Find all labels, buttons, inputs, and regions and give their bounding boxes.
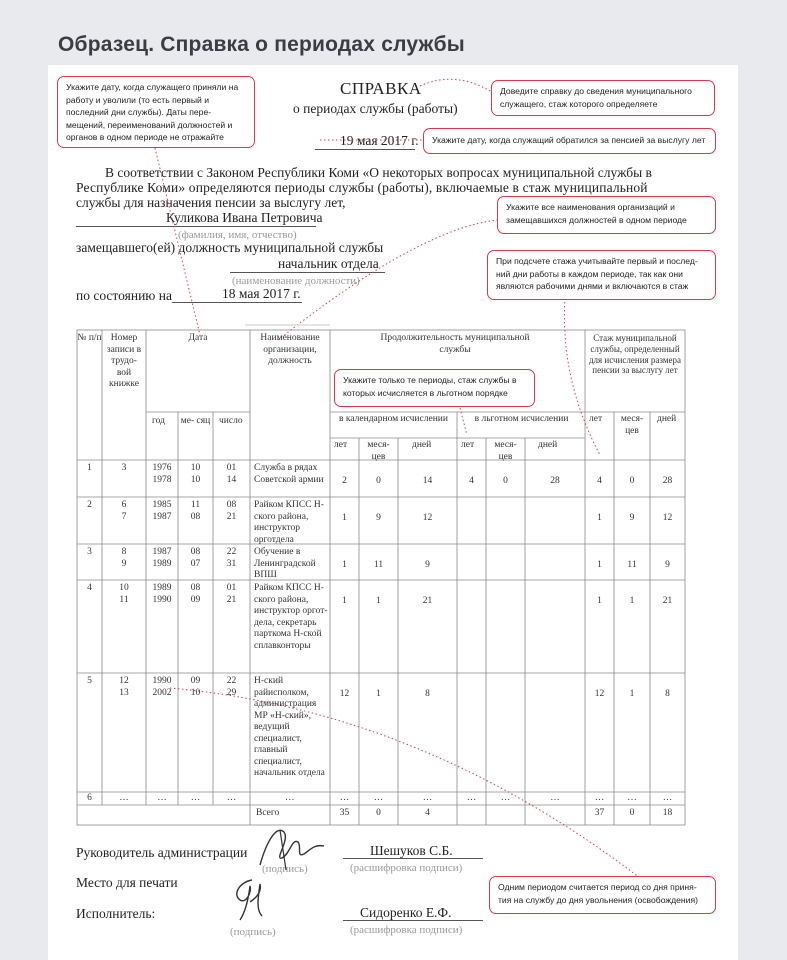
cell-d: 01 21 — [226, 583, 237, 605]
total-years: 35 — [339, 808, 350, 818]
cell-rec: 6 7 — [121, 500, 127, 522]
state-date: 18 мая 2017 г. — [222, 286, 301, 301]
cell-c-1: 1 — [376, 596, 381, 606]
total-label: Всего — [256, 808, 280, 818]
th-months-pref: меся- цев — [494, 440, 517, 462]
cell-c-1: 0 — [376, 476, 381, 486]
note-one-period: Одним периодом считается период со дня принятия на службу до дня увольнения (освобождения) — [489, 876, 716, 914]
th-months-stazh: меся- цев — [620, 414, 644, 436]
th-preferential: в льготном исчислении — [474, 414, 569, 424]
cell-p-1: … — [500, 793, 511, 803]
cell-s-0: 4 — [597, 476, 602, 486]
th-days-stazh: дней — [657, 414, 677, 424]
stamp-place: Место для печати — [76, 875, 178, 890]
cell-s-1: 9 — [629, 513, 635, 523]
cell-rec: 10 11 — [119, 583, 129, 605]
doc-date: 19 мая 2017 г. — [340, 133, 419, 148]
cell-m: 11 08 — [190, 500, 201, 522]
head-label: Руководитель администрации — [76, 845, 248, 860]
cell-m: 08 07 — [190, 547, 201, 569]
cell-n: 3 — [87, 547, 92, 557]
th-year: год — [152, 416, 165, 426]
note-organizations: Укажите все наименования организаций и замещавшихся должностей в одном периоде — [497, 196, 716, 234]
cell-d: 08 21 — [226, 500, 237, 522]
th-month: ме- сяц — [180, 416, 211, 426]
note-dates: Укажите дату, когда служащего приняли на работу и уволили (то есть первый и последний дни службы). Даты перемещений, переименований должностей и органов в одном периоде не отражайте — [57, 76, 255, 148]
total-stazh-years: 37 — [594, 808, 605, 818]
cell-c-2: 14 — [422, 476, 433, 486]
cell-s-0: 1 — [597, 513, 602, 523]
cell-y: 1990 2002 — [152, 676, 172, 698]
cell-c-0: … — [339, 793, 350, 803]
cell-s-0: 1 — [597, 596, 602, 606]
cell-c-0: 2 — [342, 476, 347, 486]
cell-p-0: 4 — [469, 476, 474, 486]
cell-org: Н-ский райисполком, администрация МР «Н-ский», ведущий специалист, главный специалист, начальник отдела — [254, 676, 325, 778]
head-signature-icon — [252, 820, 332, 875]
cell-c-2: 12 — [422, 513, 433, 523]
cell-rec: 8 9 — [121, 547, 127, 569]
page-title: Образец. Справка о периодах службы — [58, 33, 465, 56]
head-name-caption: (расшифровка подписи) — [350, 862, 463, 874]
cell-c-0: 1 — [342, 596, 347, 606]
exec-name: Сидоренко Е.Ф. — [360, 905, 452, 920]
cell-d: 01 14 — [226, 463, 237, 485]
position-value: начальник отдела — [278, 256, 379, 271]
note-first-last-days: При подсчете стажа учитывайте первый и последний дни работы в каждом периоде, так как они являются рабочими днями и включаются в стаж — [487, 250, 716, 300]
total-stazh-days: 18 — [662, 808, 673, 818]
cell-c-2: 8 — [425, 689, 430, 699]
th-org: Наименование организации, должность — [260, 333, 320, 366]
head-sign-caption: (подпись) — [262, 863, 308, 875]
position-caption: (наименование должности) — [232, 275, 360, 287]
cell-rec: 12 13 — [119, 676, 129, 698]
note-preferential: Укажите только те периоды, стаж службы в которых исчисляется в льготном порядке — [334, 369, 535, 407]
cell-org: Райком КПСС Н-ского района, инструктор орготдела, секретарь парткома Н-ской сплавконторы — [254, 583, 328, 651]
cell-rec: … — [119, 793, 129, 803]
cell-s-2: 21 — [662, 596, 673, 606]
cell-p-0: … — [466, 793, 477, 803]
cell-org: Райком КПСС Н-ского района, инструктор орготдела — [254, 500, 324, 545]
cell-c-2: 21 — [422, 596, 433, 606]
cell-rec: 3 — [121, 463, 127, 473]
cell-org: Обучение в Ленинградской ВПШ — [254, 547, 316, 580]
cell-m: 10 10 — [190, 463, 201, 485]
cell-p-1: 0 — [503, 476, 508, 486]
cell-y: … — [157, 793, 167, 803]
total-months: 0 — [376, 808, 381, 818]
exec-sign-caption: (подпись) — [230, 926, 276, 938]
cell-c-0: 1 — [342, 560, 347, 570]
cell-c-1: 1 — [376, 689, 381, 699]
th-years-pref: лет — [461, 440, 475, 450]
cell-y: 1985 1987 — [152, 500, 172, 522]
th-calendar: в календарном исчислении — [339, 414, 448, 424]
cell-c-1: … — [373, 793, 384, 803]
cell-c-2: … — [422, 793, 433, 803]
th-days-pref: дней — [538, 440, 558, 450]
note-inform: Доведите справку до сведения муниципального служащего, стаж которого определяете — [491, 80, 715, 116]
exec-name-caption: (расшифровка подписи) — [350, 924, 463, 936]
cell-p-2: … — [550, 793, 560, 803]
cell-c-0: 1 — [342, 513, 347, 523]
th-years-stazh: лет — [589, 414, 603, 424]
cell-n: 1 — [87, 463, 92, 473]
state-prefix: по состоянию на — [76, 288, 172, 303]
th-date: Дата — [188, 333, 208, 343]
cell-c-1: 11 — [373, 560, 384, 570]
cell-n: 4 — [87, 583, 92, 593]
th-days-cal: дней — [412, 440, 432, 450]
note-apply-date: Укажите дату, когда служащий обратился за пенсией за выслугу лет — [423, 128, 716, 154]
employee-name: Куликова Ивана Петровича — [166, 210, 323, 225]
cell-s-2: 8 — [665, 689, 670, 699]
th-num: № п/п — [77, 333, 102, 343]
exec-signature-icon — [222, 872, 282, 927]
cell-s-1: 11 — [627, 560, 637, 570]
cell-s-1: … — [627, 793, 637, 803]
executor-label: Исполнитель: — [76, 906, 156, 921]
cell-y: 1989 1990 — [152, 583, 172, 605]
body-line-2: Республике Коми» определяются периоды службы (работы), включаемые в стаж муниципальной — [76, 180, 648, 195]
cell-y: 1976 1978 — [152, 463, 172, 485]
cell-s-2: 28 — [662, 476, 673, 486]
body-line-3: службы для назначения пенсии за выслугу лет, — [76, 195, 346, 210]
cell-y: 1987 1989 — [152, 547, 172, 569]
total-days: 4 — [425, 808, 430, 818]
cell-n: 6 — [87, 793, 92, 803]
cell-d: … — [226, 793, 237, 803]
employee-name-caption: (фамилия, имя, отчество) — [178, 229, 297, 241]
cell-s-1: 1 — [629, 596, 635, 606]
cell-s-2: 9 — [665, 560, 670, 570]
doc-header: СПРАВКА — [340, 79, 422, 98]
th-months-cal: меся- цев — [367, 440, 390, 462]
doc-subheader: о периодах службы (работы) — [293, 101, 458, 116]
position-prefix: замещавшего(ей) должность муниципальной службы — [76, 240, 384, 255]
cell-s-0: … — [594, 793, 605, 803]
cell-c-1: 9 — [376, 513, 381, 523]
th-duration: Продолжительность муниципальной службы — [380, 333, 530, 355]
cell-c-0: 12 — [339, 689, 350, 699]
cell-org: … — [285, 793, 295, 803]
th-stazh: Стаж муниципальной службы, определенный для исчисления размера пенсии за выслугу лет — [588, 333, 682, 376]
head-name: Шешуков С.Б. — [370, 843, 453, 858]
body-line-1: В соответствии с Законом Республики Коми «О некоторых вопросах муниципальной службы в — [105, 165, 652, 180]
th-day: число — [219, 416, 243, 426]
cell-p-2: 28 — [550, 476, 560, 486]
cell-n: 2 — [87, 500, 92, 510]
cell-n: 5 — [87, 676, 92, 686]
total-stazh-months: 0 — [629, 808, 635, 818]
cell-c-2: 9 — [425, 560, 430, 570]
cell-d: 22 31 — [226, 547, 237, 569]
cell-s-2: 12 — [662, 513, 673, 523]
cell-org: Служба в рядах Советской армии — [254, 463, 324, 485]
cell-m: 09 10 — [190, 676, 201, 698]
cell-d: 22 29 — [226, 676, 237, 698]
th-record: Номер записи в трудо- вой книжке — [106, 333, 142, 389]
cell-m: 08 09 — [190, 583, 201, 605]
cell-s-0: 12 — [594, 689, 605, 699]
th-years-cal: лет — [334, 440, 348, 450]
cell-s-2: … — [662, 793, 673, 803]
cell-m: … — [190, 793, 201, 803]
cell-s-0: 1 — [597, 560, 602, 570]
cell-s-1: 0 — [629, 476, 635, 486]
cell-s-1: 1 — [629, 689, 635, 699]
